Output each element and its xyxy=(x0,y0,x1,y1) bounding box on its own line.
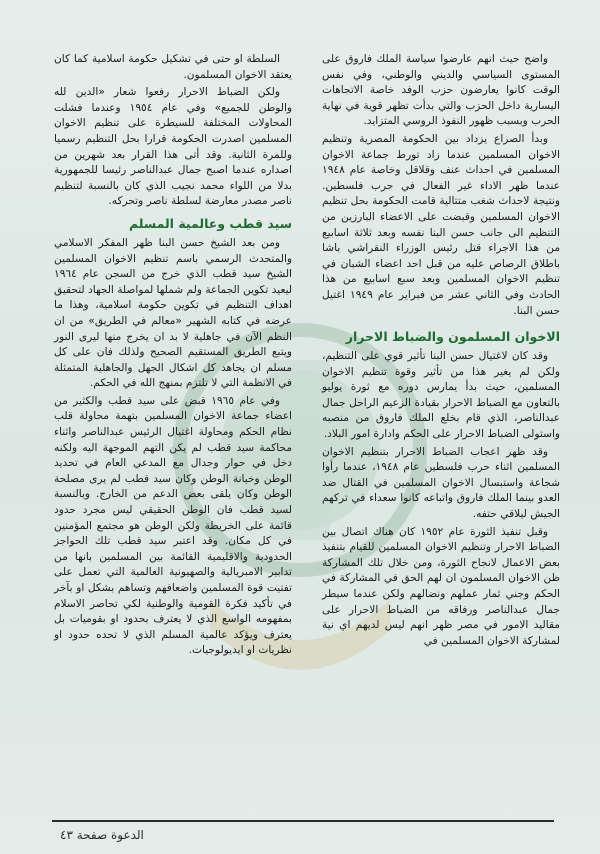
footer-divider xyxy=(52,820,554,822)
paragraph: واضح حيث انهم عارضوا سياسة الملك فاروق على المستوى السياسي والديني والوطني، وفي نفس الوقت كانوا يعارضون حزب الوفد خاصة الاتجاهات اليسارية داخل الحزب والتي بدأت تظهر قوية في نهاية الحرب وبسبب ظهور النفوذ الروسي المتزايد. xyxy=(322,53,560,128)
right-column xyxy=(322,52,560,804)
article-columns xyxy=(54,52,560,804)
section-heading-sayyid-qutb: سيد قطب وعالمية المسلم xyxy=(128,215,292,231)
left-column xyxy=(54,52,292,804)
paragraph: وبدأ الصراع يزداد بين الحكومة المصرية وتنظيم الاخوان المسلمين عندما زاد تورط جماعة الاخوان المسلمين في احداث عنف وقلاقل وخاصة عام ١٩٤٨ عندما ظهر الاداء غير الفعال في حرب فلسطين. ونتيجة لاحداث شغب متتالية قامت الحكومة بحل تنظيم الاخوان المسلمين وقبضت على الاعضاء البارزين من التنظيم الى جانب حسن البنا نفسه وبعد ثلاثة اسابيع من هذا الاجراء قتل رئيس الوزراء النقراشي باشا باطلاق الرصاص عليه من قبل احد اعضاء الشبان في تنظيم الاخوان المسلمين وبعد سبع اسابيع من هذا الحادث وفي الثاني عشر من فبراير عام ١٩٤٩ اغتيل حسن البنا. xyxy=(322,132,560,317)
paragraph: وقد كان لاغتيال حسن البنا تأثير قوي على التنظيم، ولكن لم يغير هذا من تأثير وقوة تنظيم الاخوان المسلمين، حيث بدأ يمارس دوره مع ثورة يوليو بالتعاون مع الضباط الاحرار بقيادة الزعيم الراحل جمال عبدالناصر، الذي قام بخلع الملك فاروق من منصبه واستولى الضباط الاحرار على الحكم وادارة امور البلاد. xyxy=(322,350,560,441)
page-footer xyxy=(0,814,600,854)
paragraph: وقبل تنفيذ الثورة عام ١٩٥٢ كان هناك اتصال بين الضباط الاحرار وتنظيم الاخوان المسلمين للقيام بتنفيذ بعض الاعمال لانجاح الثورة، ومن خلال تلك المشاركة ظن الاخوان المسلمون ان لهم الحق في المشاركة في الحكم وجني ثمار عملهم ونضالهم ولكن عندما سيطر جمال عبدالناصر ورفاقه من الضباط الاحرار على مقاليد الامور في مصر ظهر انهم ليس لديهم اي نية لمشاركة الاخوان المسلمين في xyxy=(322,525,560,647)
section-heading-brotherhood-free-officers: الاخوان المسلمون والضباط الاحرار xyxy=(345,329,560,345)
paragraph: وقد ظهر اعجاب الضباط الاحرار بتنظيم الاخوان المسلمين اثناء حرب فلسطين عام ١٩٤٨، عندما رأوا شجاعة واستبسال الاخوان المسلمين في القتال ضد العدو بينما الملك فاروق واتباعه كانوا سعداء في تركهم الجيش ليلاقي حتفه. xyxy=(322,445,560,521)
paragraph: السلطة او حتى في تشكيل حكومة اسلامية كما كان يعتقد الاخوان المسلمون. xyxy=(54,53,292,81)
paragraph: وفي عام ١٩٦٥ قبض على سيد قطب والكثير من اعضاء جماعة الاخوان المسلمين بتهمة محاولة قلب نظام الحكم ومحاولة اغتيال الرئيس عبدالناصر واثناء محاكمة سيد قطب لم يكن التهم الموجهة اليه ولكنه دخل في حوار وجدال مع المدعي العام في تحديد الوطن وخيانة الوطن وكان سيد قطب لم يرى مصلحة الوطن وكان يلقى بعض الدعم من الخارج. وبالنسبة لسيد قطب فان الوطن الحقيقي ليس مجرد حدود قائمة على الخريطة ولكن الوطن هو مجتمع المؤمنين في كل مكان. وقد اعتبر سيد قطب تلك الحواجز الحدودية والاقليمية القائمة بين المسلمين بانها من تدابير الامبريالية والصهيونية العالمية التي تعمل على تفتيت قوة المسلمين واضعافهم وتساهم بشكل او بآخر في تأكيد فكرة القومية والوطنية لكي تحاصر الاسلام بمفهومه الواسع الذي لا يعترف بحدود او بقوميات بل يعترف ويؤكد عالمية المسلم الذي لا تحده حدود او نظريات او ايديولوجيات. xyxy=(54,394,292,657)
footer-page-label: الدعوة صفحة ٤٣ xyxy=(60,828,144,842)
paragraph: ومن بعد الشيخ حسن البنا ظهر المفكر الاسلامي والمتحدث الرسمي باسم تنظيم الاخوان المسلمين الشيخ سيد قطب الذي خرج من السجن عام ١٩٦٤ ليعيد تكوين الجماعة ولم شملها لمواصلة الجهاد لتحقيق اهداف التنظيم في تكوين حكومة اسلامية، وهذا ما عرضه في كتابه الشهير «معالم في الطريق» من ان النظم الآن في جاهلية لا بد ان يخرج منها ليرى النور ويتبع الطريق المستقيم الصحيح ولذلك فان على كل مسلم ان يجاهد كل اشكال الجهل والجاهلية المتمثلة في الانظمة التي لا تلتزم بمنهج الله في الحكم. xyxy=(54,236,292,390)
paragraph: ولكن الضباط الاحرار رفعوا شعار «الدين لله والوطن للجميع» وفي عام ١٩٥٤ وعندما فشلت المحاولات المختلفة للسيطرة على تنظيم الاخوان المسلمين اصدرت الحكومة قرارا بحل التنظيم رسميا وللمرة الثانية. وقد أتى هذا القرار بعد شهرين من اصداره عندما اصبح جمال عبدالناصر رئيسا للجمهورية بدلا من اللواء محمد نجيب الذي كان بالنسبة لتنظيم ناصر مصدر معارضة لسلطة ناصر وتحركه. xyxy=(54,86,293,208)
